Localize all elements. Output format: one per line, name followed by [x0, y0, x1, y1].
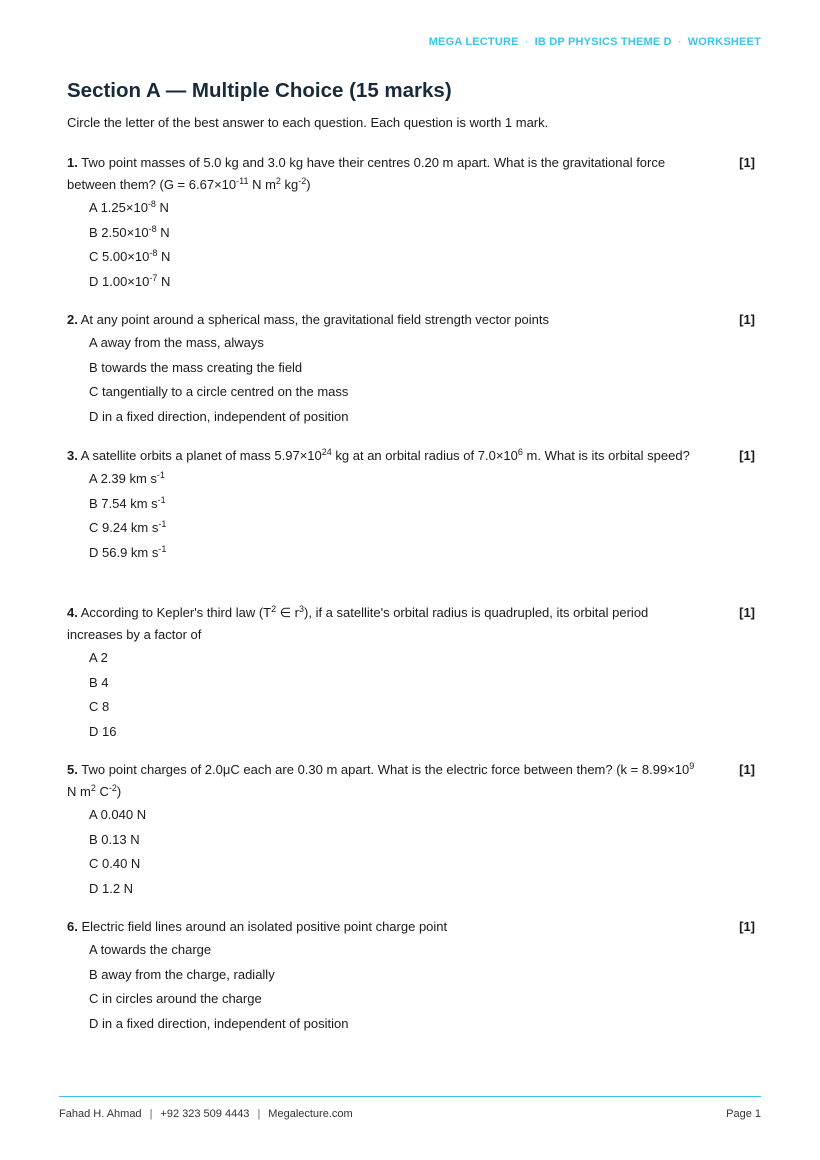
question-number: 5.	[67, 762, 78, 777]
superscript: 2	[275, 176, 281, 186]
answer-options	[67, 196, 755, 294]
question-text-part: N m	[248, 177, 276, 192]
header-separator: ·	[677, 36, 682, 48]
option-c[interactable]: C 0.40 N	[89, 856, 141, 872]
superscript: -7	[149, 272, 158, 283]
question-text	[67, 602, 699, 646]
section-instructions: Circle the letter of the best answer to each question. Each question is worth 1 mark.	[67, 115, 549, 130]
option-a[interactable]: A towards the charge	[89, 942, 212, 957]
question-2	[67, 309, 755, 429]
question-text-part: kg at an orbital radius of 7.0×10	[331, 448, 518, 463]
footer-website[interactable]: Megalecture.com	[268, 1108, 353, 1120]
option-b[interactable]: B towards the mass creating the field	[89, 359, 303, 375]
option-unit: N	[157, 273, 171, 289]
question-text-part: ∈ r	[276, 605, 299, 620]
question-marks: [1]	[739, 919, 755, 934]
question-text-part: m. What is its orbital speed?	[522, 448, 690, 463]
option-label: A 2.39 km s	[89, 471, 157, 486]
superscript: -8	[147, 199, 156, 209]
superscript: -8	[148, 223, 157, 234]
question-text-part: Two point charges of 2.0μC each are 0.30 m apart. What is the electric force between them? (k = 8.99×10	[81, 762, 690, 777]
option-unit: N	[156, 224, 170, 240]
superscript: -1	[157, 494, 166, 505]
superscript: -1	[158, 519, 167, 530]
question-5	[67, 759, 755, 901]
question-1	[67, 152, 755, 294]
footer-author: Fahad H. Ahmad	[59, 1108, 142, 1120]
question-text-part: C	[95, 784, 109, 799]
option-unit: N	[157, 249, 171, 265]
question-text-part: )	[306, 177, 311, 192]
option-c[interactable]: C tangentially to a circle centred on the mass	[89, 384, 349, 400]
option-label: C 9.24 km s	[89, 520, 159, 536]
question-text-part: Two point masses of 5.0 kg and 3.0 kg have their centres 0.20 m apart. What is the gravitational force between them? (G = 6.67×10	[67, 155, 666, 192]
answer-options	[67, 646, 755, 744]
option-c[interactable]	[89, 516, 755, 541]
question-text-part: At any point around a spherical mass, the gravitational field strength vector points	[80, 312, 550, 327]
question-text-part: N m	[67, 784, 91, 799]
option-label: C 5.00×10	[89, 249, 150, 265]
header-course: IB DP PHYSICS THEME D	[534, 36, 672, 48]
option-c[interactable]: C 8	[89, 699, 110, 715]
option-b[interactable]: B 0.13 N	[89, 831, 140, 847]
footer-separator: |	[149, 1108, 153, 1120]
option-a[interactable]: A 0.040 N	[89, 807, 147, 822]
question-number: 2.	[67, 312, 78, 327]
question-marks: [1]	[739, 605, 755, 620]
question-text-part: According to Kepler's third law (T	[80, 605, 272, 620]
option-d[interactable]: D 16	[89, 723, 117, 739]
question-text-part: A satellite orbits a planet of mass 5.97×10	[80, 448, 322, 463]
header-brand: MEGA LECTURE	[428, 36, 519, 48]
superscript: -1	[156, 470, 165, 480]
question-marks: [1]	[739, 762, 755, 777]
superscript: -1	[158, 543, 167, 554]
option-c[interactable]	[89, 245, 755, 270]
footer-separator: |	[257, 1108, 261, 1120]
option-b[interactable]: B away from the charge, radially	[89, 966, 275, 982]
option-d[interactable]: D in a fixed direction, independent of position	[89, 1015, 349, 1031]
question-6	[67, 916, 755, 1036]
option-label: D 1.00×10	[89, 273, 150, 289]
question-text-part: ), if a satellite's orbital radius is quadrupled, its orbital period increases by a factor of	[67, 605, 649, 642]
superscript: 9	[689, 761, 695, 771]
answer-options	[67, 938, 755, 1036]
question-text	[67, 916, 699, 938]
section-title: Section A — Multiple Choice (15 marks)	[67, 79, 452, 102]
option-d[interactable]	[89, 541, 755, 566]
option-label: D 56.9 km s	[89, 544, 159, 560]
superscript: -11	[236, 176, 249, 186]
footer-contact	[59, 1108, 353, 1120]
question-number: 4.	[67, 605, 78, 620]
page-number: Page 1	[726, 1108, 761, 1120]
option-c[interactable]: C in circles around the charge	[89, 991, 262, 1007]
option-a[interactable]: A away from the mass, always	[89, 335, 264, 350]
option-label: B 7.54 km s	[89, 495, 158, 511]
superscript: 24	[321, 447, 332, 457]
question-number: 1.	[67, 155, 78, 170]
question-text	[67, 309, 699, 331]
question-text-part: )	[116, 784, 122, 799]
option-d[interactable]	[89, 270, 755, 295]
option-b[interactable]	[89, 492, 755, 517]
superscript: 6	[517, 447, 523, 457]
answer-options	[67, 803, 755, 901]
question-3	[67, 445, 755, 565]
question-marks: [1]	[739, 312, 755, 327]
option-label: A 1.25×10	[89, 200, 148, 215]
question-number: 6.	[67, 919, 78, 934]
footer-divider	[59, 1096, 761, 1097]
question-4	[67, 602, 755, 744]
option-d[interactable]: D in a fixed direction, independent of position	[89, 408, 349, 424]
superscript: -2	[108, 783, 117, 793]
option-a[interactable]	[89, 196, 755, 221]
option-d[interactable]: D 1.2 N	[89, 880, 134, 896]
footer-phone: +92 323 509 4443	[160, 1108, 250, 1120]
question-text-part: Electric field lines around an isolated positive point charge point	[81, 919, 448, 934]
question-text	[67, 759, 699, 803]
option-label: B 2.50×10	[89, 224, 149, 240]
superscript: -2	[298, 176, 307, 186]
option-a[interactable]: A 2	[89, 650, 108, 665]
option-a[interactable]	[89, 467, 755, 492]
answer-options	[67, 467, 755, 565]
option-unit: N	[155, 200, 169, 215]
superscript: 2	[90, 783, 96, 793]
question-number: 3.	[67, 448, 78, 463]
superscript: 3	[299, 604, 305, 614]
superscript: -8	[149, 248, 158, 259]
question-text	[67, 152, 699, 196]
option-b[interactable]: B 4	[89, 674, 109, 690]
header-separator: ·	[524, 36, 529, 48]
question-marks: [1]	[739, 155, 755, 170]
page-header	[59, 36, 761, 48]
question-marks: [1]	[739, 448, 755, 463]
answer-options	[67, 331, 755, 429]
question-text	[67, 445, 699, 467]
header-doc-type: WORKSHEET	[687, 36, 761, 48]
superscript: 2	[271, 604, 277, 614]
question-text-part: kg	[280, 177, 299, 192]
option-b[interactable]	[89, 221, 755, 246]
